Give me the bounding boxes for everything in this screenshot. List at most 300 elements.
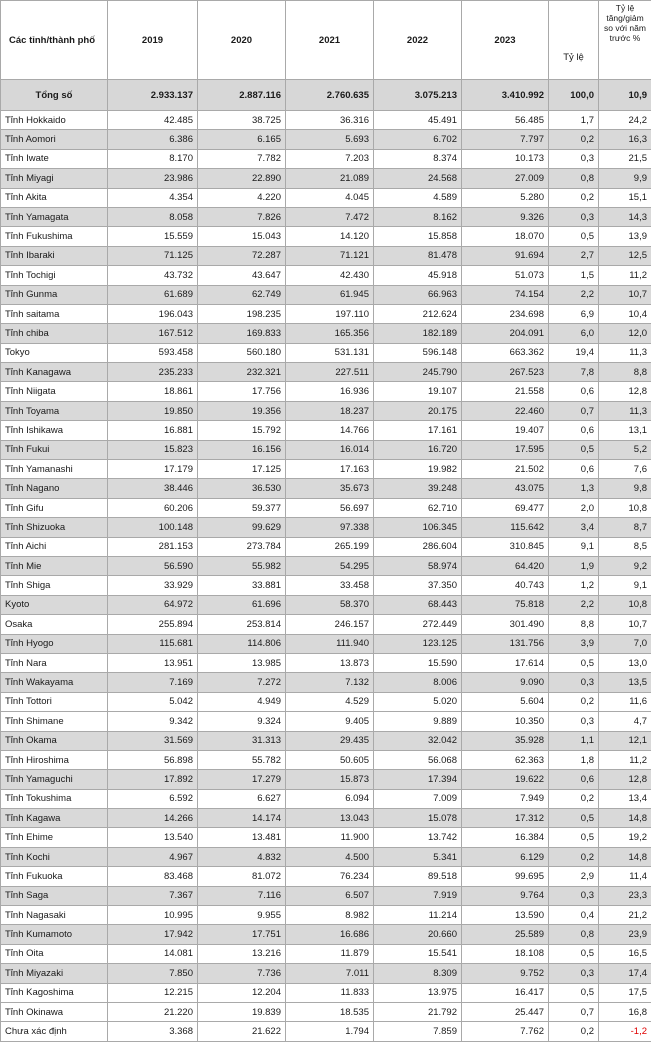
value-2023: 131.756 xyxy=(462,634,549,653)
value-2019: 15.559 xyxy=(108,227,198,246)
value-2021: 33.458 xyxy=(286,576,374,595)
ratio-value: 3,9 xyxy=(549,634,599,653)
value-2020: 7.826 xyxy=(198,207,286,226)
value-2023: 9.326 xyxy=(462,207,549,226)
province-name: Tỉnh Tokushima xyxy=(1,789,108,808)
value-2020: 13.985 xyxy=(198,653,286,672)
table-row xyxy=(1,111,651,130)
value-2019: 23.986 xyxy=(108,169,198,188)
value-2022: 62.710 xyxy=(374,498,462,517)
province-name: Tỉnh Ibaraki xyxy=(1,246,108,265)
value-2019: 7.169 xyxy=(108,673,198,692)
value-2021: 13.873 xyxy=(286,653,374,672)
table-row xyxy=(1,634,651,653)
value-2023: 301.490 xyxy=(462,615,549,634)
value-2021: 18.237 xyxy=(286,401,374,420)
value-2022: 8.309 xyxy=(374,964,462,983)
growth-value: 14,8 xyxy=(599,809,651,828)
province-name: Tỉnh Ishikawa xyxy=(1,421,108,440)
value-2022: 13.742 xyxy=(374,828,462,847)
value-2020: 232.321 xyxy=(198,363,286,382)
value-2022: 20.175 xyxy=(374,401,462,420)
province-name: Tỉnh Gunma xyxy=(1,285,108,304)
growth-value: 16,8 xyxy=(599,1002,651,1021)
province-name: Tỉnh Aichi xyxy=(1,537,108,556)
ratio-value: 0,3 xyxy=(549,149,599,168)
value-2019: 4.354 xyxy=(108,188,198,207)
ratio-value: 1,5 xyxy=(549,266,599,285)
table-row xyxy=(1,460,651,479)
header-growth: Tỷ lệ tăng/giảm so với năm trước % xyxy=(599,1,651,80)
value-2023: 9.752 xyxy=(462,964,549,983)
table-row xyxy=(1,285,651,304)
table-row xyxy=(1,847,651,866)
value-2022: 58.974 xyxy=(374,556,462,575)
ratio-value: 0,7 xyxy=(549,401,599,420)
province-name: Tỉnh Kumamoto xyxy=(1,925,108,944)
value-2020: 19.839 xyxy=(198,1002,286,1021)
value-2021: 4.500 xyxy=(286,847,374,866)
value-2023: 25.589 xyxy=(462,925,549,944)
growth-value: 10,8 xyxy=(599,498,651,517)
province-name: Tỉnh Shizuoka xyxy=(1,518,108,537)
growth-value: 24,2 xyxy=(599,111,651,130)
value-2020: 59.377 xyxy=(198,498,286,517)
value-2023: 115.642 xyxy=(462,518,549,537)
table-row xyxy=(1,615,651,634)
header-year-2019: 2019 xyxy=(108,1,198,80)
value-2020: 7.272 xyxy=(198,673,286,692)
province-name: Tỉnh Fukuoka xyxy=(1,867,108,886)
province-name: Tỉnh Niigata xyxy=(1,382,108,401)
growth-value: 5,2 xyxy=(599,440,651,459)
value-2021: 8.982 xyxy=(286,906,374,925)
province-name: Tỉnh Toyama xyxy=(1,401,108,420)
value-2020: 72.287 xyxy=(198,246,286,265)
value-2021: 11.879 xyxy=(286,944,374,963)
value-2021: 246.157 xyxy=(286,615,374,634)
table-row xyxy=(1,983,651,1002)
value-2021: 1.794 xyxy=(286,1022,374,1041)
table-row xyxy=(1,673,651,692)
province-name: Tỉnh Hyogo xyxy=(1,634,108,653)
province-name: Tỉnh Okinawa xyxy=(1,1002,108,1021)
value-2022: 8.162 xyxy=(374,207,462,226)
ratio-value: 9,1 xyxy=(549,537,599,556)
ratio-value: 0,2 xyxy=(549,188,599,207)
ratio-value: 0,2 xyxy=(549,130,599,149)
value-2023: 18.070 xyxy=(462,227,549,246)
ratio-value: 19,4 xyxy=(549,343,599,362)
province-name: Tỉnh Iwate xyxy=(1,149,108,168)
province-name: Tỉnh Hokkaido xyxy=(1,111,108,130)
total-2023: 3.410.992 xyxy=(462,80,549,111)
table-row xyxy=(1,537,651,556)
value-2019: 100.148 xyxy=(108,518,198,537)
value-2023: 16.417 xyxy=(462,983,549,1002)
table-row xyxy=(1,964,651,983)
value-2023: 21.502 xyxy=(462,460,549,479)
growth-value: 23,9 xyxy=(599,925,651,944)
value-2022: 15.858 xyxy=(374,227,462,246)
value-2019: 12.215 xyxy=(108,983,198,1002)
province-name: Tỉnh Yamagata xyxy=(1,207,108,226)
ratio-value: 0,5 xyxy=(549,944,599,963)
province-name: Tỉnh Fukui xyxy=(1,440,108,459)
value-2023: 267.523 xyxy=(462,363,549,382)
value-2020: 55.782 xyxy=(198,750,286,769)
value-2019: 6.592 xyxy=(108,789,198,808)
ratio-value: 0,3 xyxy=(549,207,599,226)
value-2021: 29.435 xyxy=(286,731,374,750)
value-2023: 7.949 xyxy=(462,789,549,808)
value-2021: 7.472 xyxy=(286,207,374,226)
ratio-value: 0,5 xyxy=(549,227,599,246)
growth-value: 11,3 xyxy=(599,401,651,420)
value-2021: 16.014 xyxy=(286,440,374,459)
value-2020: 62.749 xyxy=(198,285,286,304)
value-2023: 10.350 xyxy=(462,712,549,731)
value-2023: 9.090 xyxy=(462,673,549,692)
total-row xyxy=(1,80,651,111)
value-2023: 7.762 xyxy=(462,1022,549,1041)
table-row xyxy=(1,246,651,265)
value-2019: 8.170 xyxy=(108,149,198,168)
value-2020: 17.125 xyxy=(198,460,286,479)
table-row xyxy=(1,750,651,769)
value-2023: 35.928 xyxy=(462,731,549,750)
value-2021: 50.605 xyxy=(286,750,374,769)
growth-value: 16,3 xyxy=(599,130,651,149)
value-2019: 4.967 xyxy=(108,847,198,866)
value-2021: 265.199 xyxy=(286,537,374,556)
ratio-value: 0,2 xyxy=(549,692,599,711)
value-2019: 235.233 xyxy=(108,363,198,382)
value-2021: 18.535 xyxy=(286,1002,374,1021)
value-2022: 16.720 xyxy=(374,440,462,459)
table-row xyxy=(1,401,651,420)
ratio-value: 1,3 xyxy=(549,479,599,498)
table-row xyxy=(1,692,651,711)
value-2023: 40.743 xyxy=(462,576,549,595)
province-name: Tỉnh Miyagi xyxy=(1,169,108,188)
value-2021: 42.430 xyxy=(286,266,374,285)
table-row xyxy=(1,266,651,285)
value-2020: 22.890 xyxy=(198,169,286,188)
province-name: Tỉnh Akita xyxy=(1,188,108,207)
table-row xyxy=(1,809,651,828)
ratio-value: 0,3 xyxy=(549,712,599,731)
table-row xyxy=(1,906,651,925)
value-2023: 99.695 xyxy=(462,867,549,886)
province-name: Tỉnh Nagasaki xyxy=(1,906,108,925)
ratio-value: 0,6 xyxy=(549,770,599,789)
value-2020: 17.756 xyxy=(198,382,286,401)
value-2022: 24.568 xyxy=(374,169,462,188)
value-2021: 56.697 xyxy=(286,498,374,517)
header-year-2020: 2020 xyxy=(198,1,286,80)
value-2020: 19.356 xyxy=(198,401,286,420)
value-2021: 9.405 xyxy=(286,712,374,731)
ratio-value: 2,2 xyxy=(549,285,599,304)
value-2022: 19.107 xyxy=(374,382,462,401)
ratio-value: 0,5 xyxy=(549,440,599,459)
ratio-value: 1,8 xyxy=(549,750,599,769)
value-2019: 83.468 xyxy=(108,867,198,886)
value-2019: 167.512 xyxy=(108,324,198,343)
value-2022: 8.374 xyxy=(374,149,462,168)
value-2021: 76.234 xyxy=(286,867,374,886)
table-row xyxy=(1,712,651,731)
value-2019: 115.681 xyxy=(108,634,198,653)
total-2022: 3.075.213 xyxy=(374,80,462,111)
value-2023: 13.590 xyxy=(462,906,549,925)
province-name: Tỉnh Ehime xyxy=(1,828,108,847)
value-2021: 111.940 xyxy=(286,634,374,653)
value-2022: 56.068 xyxy=(374,750,462,769)
value-2020: 36.530 xyxy=(198,479,286,498)
growth-value: 13,0 xyxy=(599,653,651,672)
value-2019: 56.590 xyxy=(108,556,198,575)
ratio-value: 0,3 xyxy=(549,673,599,692)
value-2022: 45.918 xyxy=(374,266,462,285)
total-2019: 2.933.137 xyxy=(108,80,198,111)
value-2020: 7.782 xyxy=(198,149,286,168)
table-row xyxy=(1,886,651,905)
province-name: Tỉnh chiba xyxy=(1,324,108,343)
value-2022: 37.350 xyxy=(374,576,462,595)
province-name: Tỉnh Okama xyxy=(1,731,108,750)
value-2019: 64.972 xyxy=(108,595,198,614)
table-row xyxy=(1,324,651,343)
ratio-value: 0,3 xyxy=(549,886,599,905)
value-2020: 7.116 xyxy=(198,886,286,905)
ratio-value: 1,1 xyxy=(549,731,599,750)
growth-value: 21,5 xyxy=(599,149,651,168)
province-name: Tỉnh Nagano xyxy=(1,479,108,498)
total-2021: 2.760.635 xyxy=(286,80,374,111)
value-2019: 7.367 xyxy=(108,886,198,905)
growth-value: 11,6 xyxy=(599,692,651,711)
value-2022: 5.341 xyxy=(374,847,462,866)
table-row xyxy=(1,207,651,226)
value-2021: 11.833 xyxy=(286,983,374,1002)
ratio-value: 0,2 xyxy=(549,789,599,808)
ratio-value: 1,9 xyxy=(549,556,599,575)
ratio-value: 0,8 xyxy=(549,169,599,188)
total-label: Tổng số xyxy=(1,80,108,111)
value-2020: 17.751 xyxy=(198,925,286,944)
growth-value: 8,5 xyxy=(599,537,651,556)
table-row xyxy=(1,304,651,323)
value-2023: 19.622 xyxy=(462,770,549,789)
value-2021: 531.131 xyxy=(286,343,374,362)
ratio-value: 0,5 xyxy=(549,809,599,828)
value-2019: 3.368 xyxy=(108,1022,198,1041)
value-2023: 17.312 xyxy=(462,809,549,828)
value-2022: 66.963 xyxy=(374,285,462,304)
value-2023: 25.447 xyxy=(462,1002,549,1021)
growth-value: 4,7 xyxy=(599,712,651,731)
growth-value: 9,2 xyxy=(599,556,651,575)
value-2020: 6.627 xyxy=(198,789,286,808)
value-2021: 11.900 xyxy=(286,828,374,847)
table-row xyxy=(1,867,651,886)
growth-value: 12,5 xyxy=(599,246,651,265)
province-name: Tỉnh Fukushima xyxy=(1,227,108,246)
value-2023: 91.694 xyxy=(462,246,549,265)
growth-value: 10,4 xyxy=(599,304,651,323)
value-2019: 33.929 xyxy=(108,576,198,595)
ratio-value: 0,8 xyxy=(549,925,599,944)
table-row xyxy=(1,1002,651,1021)
value-2020: 16.156 xyxy=(198,440,286,459)
table-row xyxy=(1,925,651,944)
province-name: Tỉnh saitama xyxy=(1,304,108,323)
value-2022: 4.589 xyxy=(374,188,462,207)
growth-value: 13,5 xyxy=(599,673,651,692)
growth-value: 12,8 xyxy=(599,382,651,401)
value-2022: 8.006 xyxy=(374,673,462,692)
value-2021: 16.936 xyxy=(286,382,374,401)
province-name: Tỉnh Shiga xyxy=(1,576,108,595)
value-2020: 81.072 xyxy=(198,867,286,886)
table-row xyxy=(1,770,651,789)
value-2023: 5.280 xyxy=(462,188,549,207)
table-row xyxy=(1,149,651,168)
value-2023: 10.173 xyxy=(462,149,549,168)
table-row xyxy=(1,498,651,517)
header-row xyxy=(1,1,651,80)
value-2019: 14.266 xyxy=(108,809,198,828)
value-2022: 7.859 xyxy=(374,1022,462,1041)
value-2023: 310.845 xyxy=(462,537,549,556)
value-2021: 35.673 xyxy=(286,479,374,498)
growth-value: 12,1 xyxy=(599,731,651,750)
value-2021: 71.121 xyxy=(286,246,374,265)
value-2023: 663.362 xyxy=(462,343,549,362)
value-2021: 97.338 xyxy=(286,518,374,537)
value-2021: 16.686 xyxy=(286,925,374,944)
table-row xyxy=(1,363,651,382)
value-2023: 234.698 xyxy=(462,304,549,323)
value-2021: 6.507 xyxy=(286,886,374,905)
province-name: Tỉnh Shimane xyxy=(1,712,108,731)
value-2023: 43.075 xyxy=(462,479,549,498)
value-2023: 74.154 xyxy=(462,285,549,304)
value-2023: 64.420 xyxy=(462,556,549,575)
ratio-value: 0,6 xyxy=(549,460,599,479)
value-2022: 212.624 xyxy=(374,304,462,323)
table-row xyxy=(1,382,651,401)
province-name: Kyoto xyxy=(1,595,108,614)
value-2019: 15.823 xyxy=(108,440,198,459)
ratio-value: 1,7 xyxy=(549,111,599,130)
province-name: Tỉnh Miyazaki xyxy=(1,964,108,983)
value-2019: 281.153 xyxy=(108,537,198,556)
value-2020: 99.629 xyxy=(198,518,286,537)
value-2021: 165.356 xyxy=(286,324,374,343)
value-2023: 56.485 xyxy=(462,111,549,130)
header-year-2022: 2022 xyxy=(374,1,462,80)
province-name: Tỉnh Hiroshima xyxy=(1,750,108,769)
value-2022: 182.189 xyxy=(374,324,462,343)
value-2021: 7.203 xyxy=(286,149,374,168)
table-row xyxy=(1,828,651,847)
value-2022: 89.518 xyxy=(374,867,462,886)
value-2021: 197.110 xyxy=(286,304,374,323)
value-2022: 123.125 xyxy=(374,634,462,653)
value-2021: 13.043 xyxy=(286,809,374,828)
growth-value: 7,6 xyxy=(599,460,651,479)
growth-value: 14,3 xyxy=(599,207,651,226)
growth-value: 9,8 xyxy=(599,479,651,498)
table-row xyxy=(1,1022,651,1041)
value-2020: 55.982 xyxy=(198,556,286,575)
value-2022: 272.449 xyxy=(374,615,462,634)
ratio-value: 1,2 xyxy=(549,576,599,595)
value-2021: 58.370 xyxy=(286,595,374,614)
value-2019: 61.689 xyxy=(108,285,198,304)
table-row xyxy=(1,556,651,575)
value-2021: 36.316 xyxy=(286,111,374,130)
value-2019: 17.892 xyxy=(108,770,198,789)
value-2022: 20.660 xyxy=(374,925,462,944)
growth-value: 16,5 xyxy=(599,944,651,963)
value-2019: 21.220 xyxy=(108,1002,198,1021)
value-2019: 60.206 xyxy=(108,498,198,517)
table-row xyxy=(1,227,651,246)
growth-value: 17,4 xyxy=(599,964,651,983)
table-row xyxy=(1,789,651,808)
value-2021: 61.945 xyxy=(286,285,374,304)
ratio-value: 0,2 xyxy=(549,847,599,866)
province-name: Tỉnh Saga xyxy=(1,886,108,905)
table-row xyxy=(1,479,651,498)
value-2022: 81.478 xyxy=(374,246,462,265)
value-2020: 4.949 xyxy=(198,692,286,711)
value-2022: 15.078 xyxy=(374,809,462,828)
growth-value: 9,1 xyxy=(599,576,651,595)
value-2020: 21.622 xyxy=(198,1022,286,1041)
table-row xyxy=(1,440,651,459)
ratio-value: 0,5 xyxy=(549,983,599,1002)
value-2022: 7.009 xyxy=(374,789,462,808)
value-2023: 18.108 xyxy=(462,944,549,963)
value-2023: 19.407 xyxy=(462,421,549,440)
total-growth: 10,9 xyxy=(599,80,651,111)
ratio-value: 6,9 xyxy=(549,304,599,323)
value-2023: 17.614 xyxy=(462,653,549,672)
province-name: Chưa xác định xyxy=(1,1022,108,1041)
province-name: Tỉnh Tochigi xyxy=(1,266,108,285)
value-2023: 21.558 xyxy=(462,382,549,401)
value-2020: 4.220 xyxy=(198,188,286,207)
value-2020: 38.725 xyxy=(198,111,286,130)
table-row xyxy=(1,944,651,963)
value-2020: 114.806 xyxy=(198,634,286,653)
value-2023: 7.797 xyxy=(462,130,549,149)
growth-value: -1,2 xyxy=(599,1022,651,1041)
province-name: Tỉnh Kagoshima xyxy=(1,983,108,1002)
value-2022: 39.248 xyxy=(374,479,462,498)
table-row xyxy=(1,343,651,362)
value-2020: 61.696 xyxy=(198,595,286,614)
value-2020: 7.736 xyxy=(198,964,286,983)
value-2022: 9.889 xyxy=(374,712,462,731)
value-2020: 273.784 xyxy=(198,537,286,556)
value-2019: 18.861 xyxy=(108,382,198,401)
